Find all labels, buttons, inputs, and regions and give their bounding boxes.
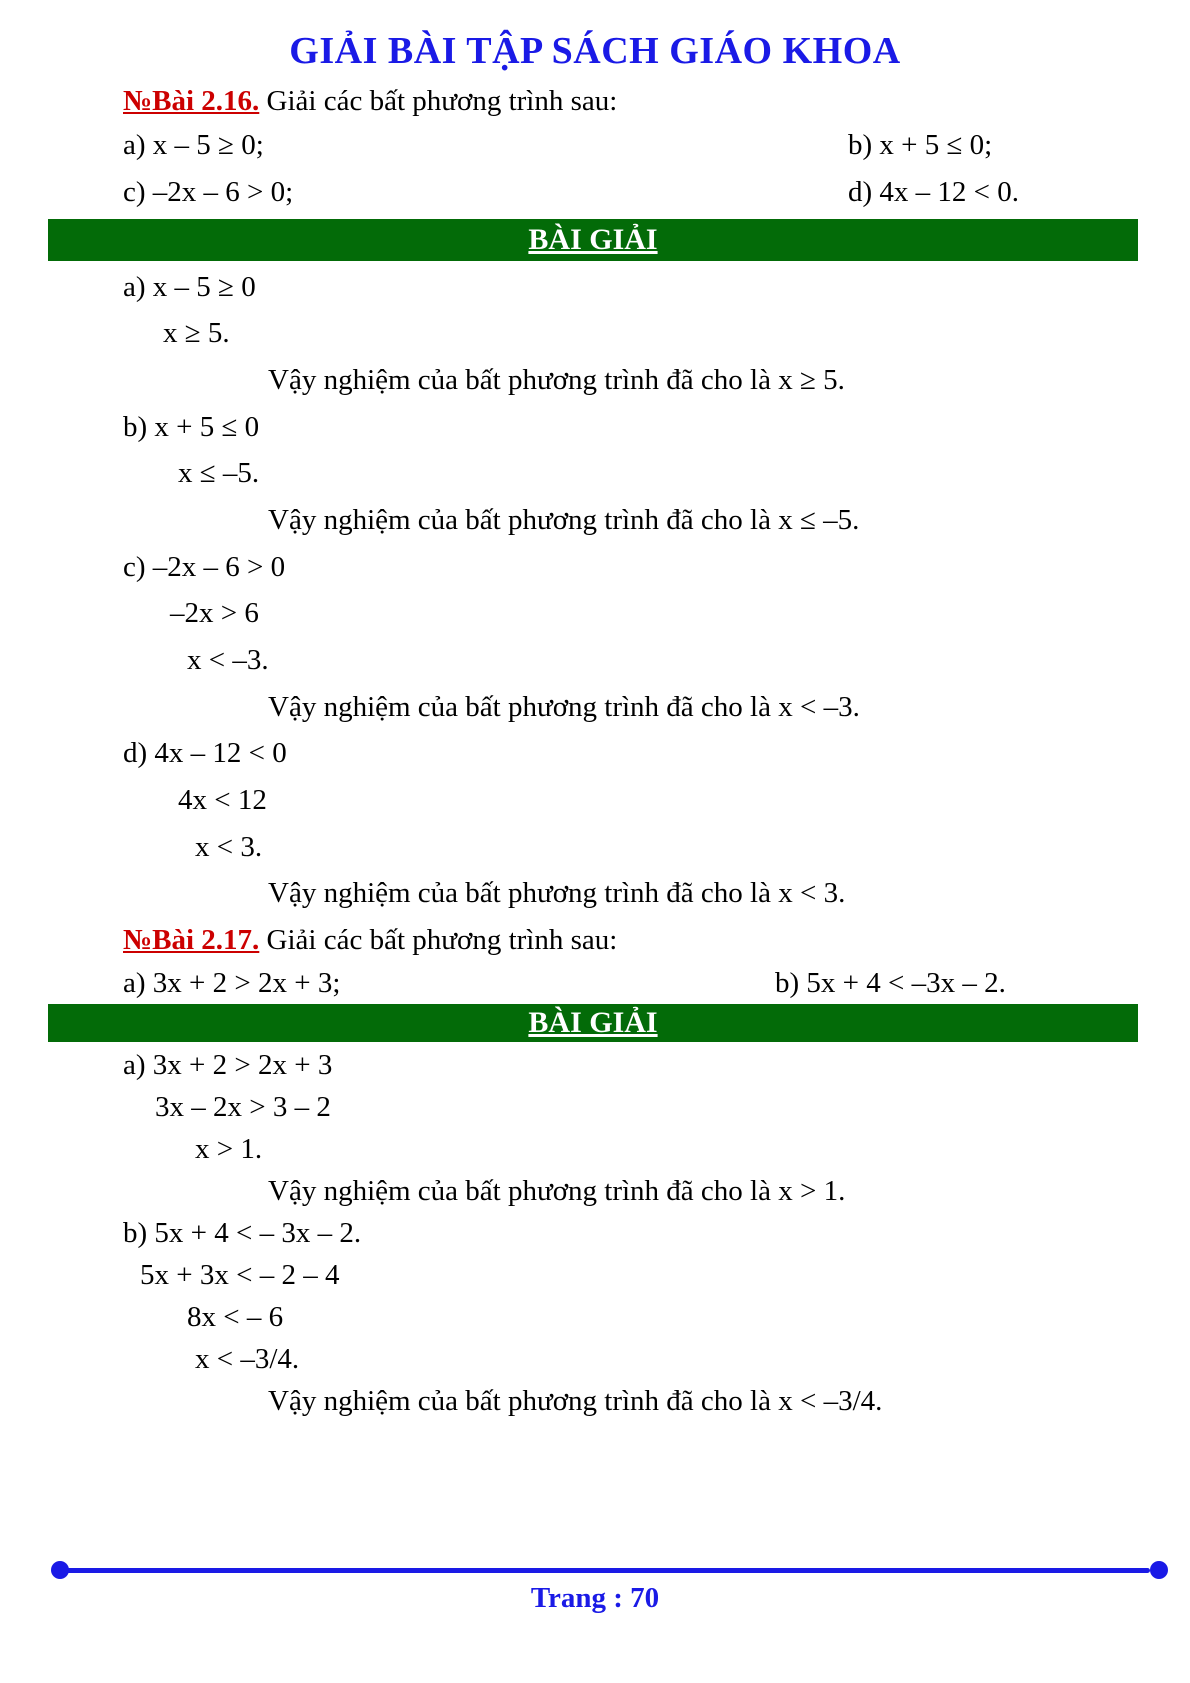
solution-line: x < –3.	[187, 644, 269, 676]
solution-line: a) 3x + 2 > 2x + 3	[123, 1049, 333, 1081]
solution-heading-bar	[48, 1004, 1138, 1042]
exercise-2-16-header	[123, 84, 617, 118]
solution-conclusion: Vậy nghiệm của bất phương trình đã cho là x < 3.	[268, 877, 846, 909]
solution-line: 3x – 2x > 3 – 2	[155, 1091, 331, 1123]
footer-rule	[60, 1568, 1150, 1573]
exercise-2-17-header	[123, 923, 617, 957]
solution-conclusion: Vậy nghiệm của bất phương trình đã cho là x ≥ 5.	[268, 364, 845, 396]
page-title: GIẢI BÀI TẬP SÁCH GIÁO KHOA	[289, 30, 901, 72]
solution-line: 8x < – 6	[187, 1301, 284, 1333]
solution-conclusion: Vậy nghiệm của bất phương trình đã cho là x ≤ –5.	[268, 504, 860, 536]
solution-line: –2x > 6	[170, 597, 259, 629]
page-number: Trang : 70	[530, 1582, 660, 1614]
solution-conclusion: Vậy nghiệm của bất phương trình đã cho là x < –3/4.	[268, 1385, 883, 1417]
solution-heading: BÀI GIẢI	[528, 1006, 658, 1039]
exercise-prompt: Giải các bất phương trình sau:	[266, 85, 618, 117]
problem-item: b) 5x + 4 < –3x – 2.	[775, 967, 1006, 999]
footer-dot-right	[1150, 1561, 1168, 1579]
solution-line: x ≥ 5.	[163, 317, 230, 349]
solution-line: x ≤ –5.	[178, 457, 260, 489]
exercise-label: №Bài 2.17.	[123, 924, 260, 956]
problem-item: d) 4x – 12 < 0.	[848, 176, 1020, 208]
footer-dot-left	[51, 1561, 69, 1579]
solution-line: b) x + 5 ≤ 0	[123, 411, 260, 443]
solution-line: x < –3/4.	[195, 1343, 300, 1375]
solution-line: x > 1.	[195, 1133, 263, 1165]
solution-line: c) –2x – 6 > 0	[123, 551, 286, 583]
solution-line: 4x < 12	[178, 784, 267, 816]
solution-conclusion: Vậy nghiệm của bất phương trình đã cho là x < –3.	[268, 691, 860, 723]
solution-heading-bar	[48, 219, 1138, 261]
solution-heading: BÀI GIẢI	[528, 223, 658, 256]
problem-item: b) x + 5 ≤ 0;	[848, 129, 993, 161]
exercise-label: №Bài 2.16.	[123, 85, 260, 117]
solution-line: 5x + 3x < – 2 – 4	[140, 1259, 340, 1291]
problem-item: a) x – 5 ≥ 0;	[123, 129, 264, 161]
solution-conclusion: Vậy nghiệm của bất phương trình đã cho là x > 1.	[268, 1175, 846, 1207]
exercise-prompt: Giải các bất phương trình sau:	[266, 924, 618, 956]
problem-item: c) –2x – 6 > 0;	[123, 176, 294, 208]
solution-line: b) 5x + 4 < – 3x – 2.	[123, 1217, 362, 1249]
solution-line: a) x – 5 ≥ 0	[123, 271, 256, 303]
problem-item: a) 3x + 2 > 2x + 3;	[123, 967, 341, 999]
solution-line: d) 4x – 12 < 0	[123, 737, 287, 769]
solution-line: x < 3.	[195, 831, 263, 863]
